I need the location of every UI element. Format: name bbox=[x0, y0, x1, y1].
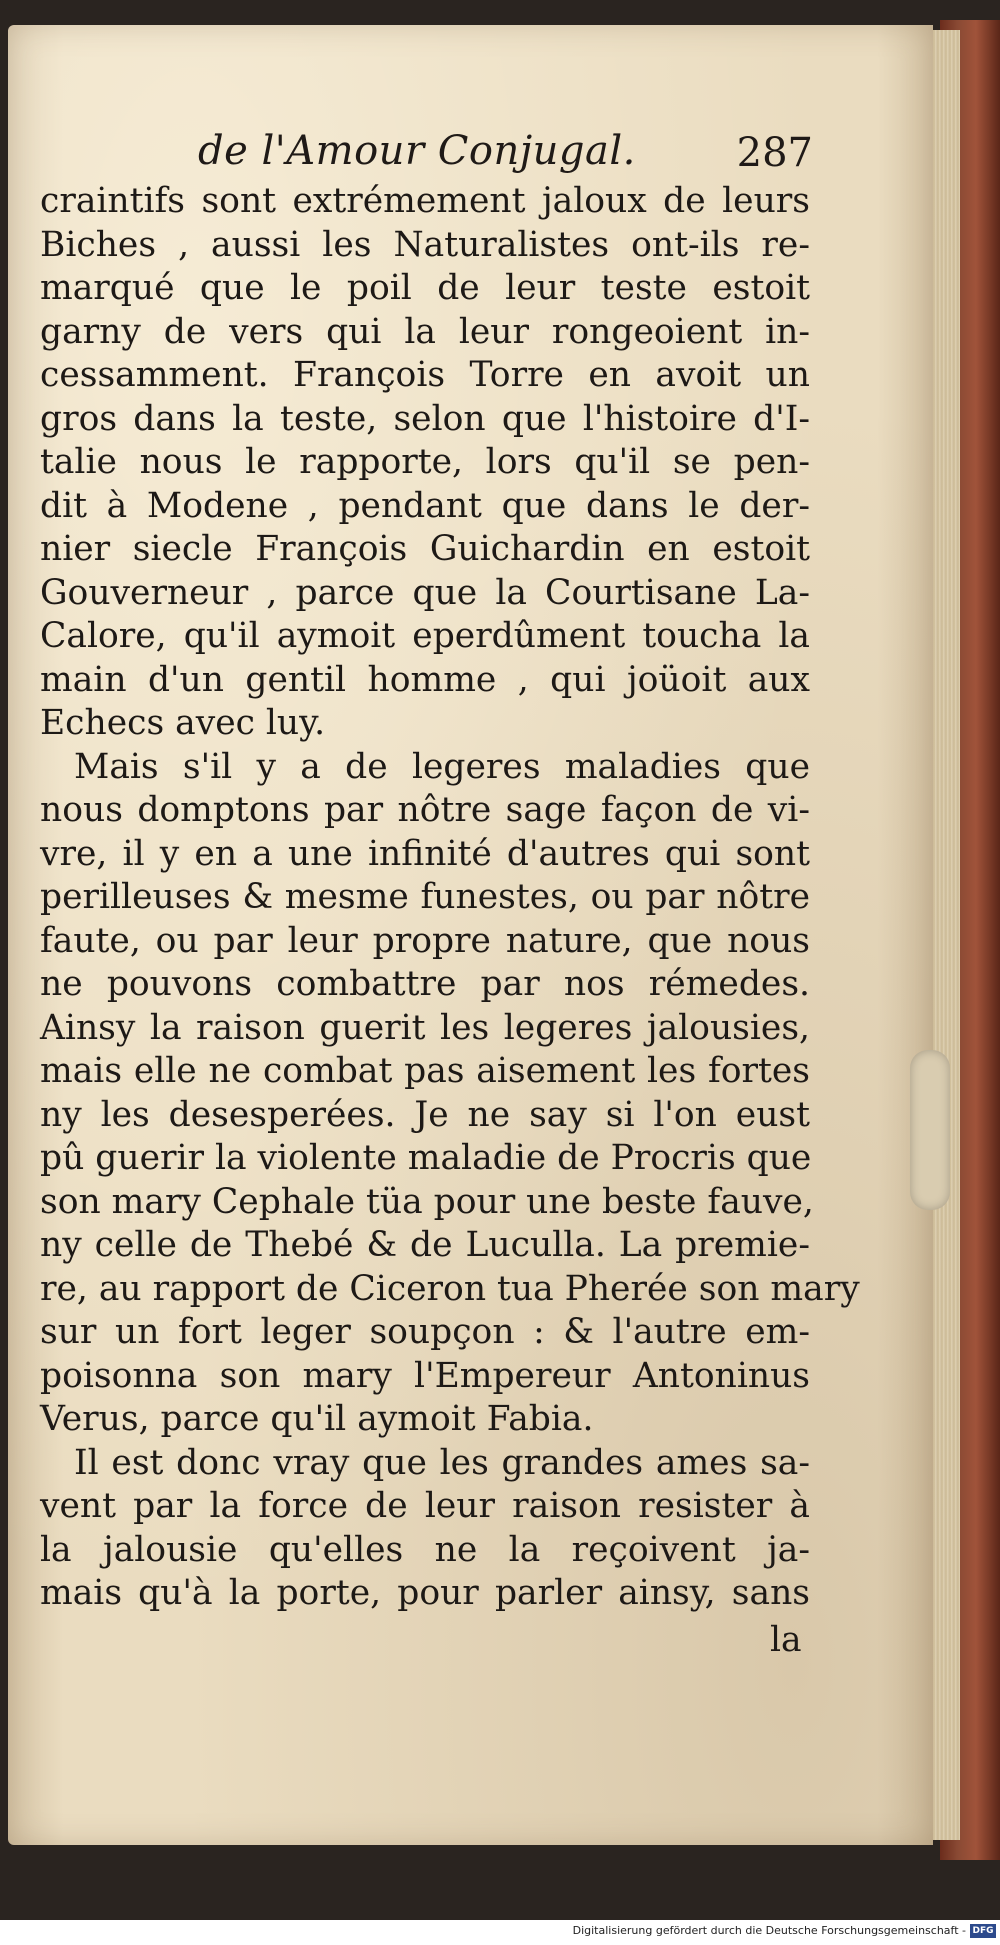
text-line: perilleuses & mesme funestes, ou par nôtre bbox=[40, 877, 810, 917]
text-line: nier siecle François Guichardin en estoit bbox=[40, 529, 810, 569]
text-line: Verus, parce qu'il aymoit Fabia. bbox=[40, 1399, 594, 1439]
text-line: Mais s'il y a de legeres maladies que bbox=[74, 746, 810, 787]
text-line: Ainsy la raison guerit les legeres jalousies, bbox=[40, 1007, 810, 1048]
page-header bbox=[198, 128, 813, 178]
text-line: Echecs avec luy. bbox=[40, 703, 326, 743]
text-line: poisonna son mary l'Empereur Antoninus bbox=[40, 1355, 810, 1396]
text-line: sur un fort leger soupçon : & l'autre em- bbox=[40, 1312, 810, 1352]
footer-bar bbox=[0, 1920, 1000, 1945]
text-line: re, au rapport de Ciceron tua Pherée son mary bbox=[40, 1268, 860, 1309]
text-line: pû guerir la violente maladie de Procris que bbox=[40, 1138, 812, 1178]
text-line: la jalousie qu'elles ne la reçoivent ja- bbox=[40, 1529, 810, 1570]
text-line: Il est donc vray que les grandes ames sa- bbox=[74, 1442, 810, 1483]
dfg-logo: DFG bbox=[970, 1924, 996, 1938]
text-line: ne pouvons combattre par nos rémedes. bbox=[40, 964, 810, 1004]
text-line: Gouverneur , parce que la Courtisane La- bbox=[40, 572, 810, 613]
page-number: 287 bbox=[736, 130, 813, 176]
text-line: son mary Cephale tüa pour une beste fauve, bbox=[40, 1181, 814, 1222]
text-line: ny les desesperées. Je ne say si l'on eust bbox=[40, 1094, 810, 1135]
text-line: dit à Modene , pendant que dans le der- bbox=[40, 485, 810, 526]
text-line: talie nous le rapporte, lors qu'il se pen- bbox=[40, 442, 810, 482]
text-line: gros dans la teste, selon que l'histoire d'I- bbox=[40, 398, 810, 439]
text-line: Calore, qu'il aymoit eperdûment toucha la bbox=[40, 616, 810, 656]
footer-credit: Digitalisierung gefördert durch die Deutsche Forschungsgemeinschaft - bbox=[572, 1924, 966, 1937]
text-line: vent par la force de leur raison resister à bbox=[40, 1486, 810, 1526]
text-line: Biches , aussi les Naturalistes ont-ils re- bbox=[40, 224, 810, 265]
text-line: garny de vers qui la leur rongeoient in- bbox=[40, 311, 810, 352]
text-line: mais elle ne combat pas aisement les fortes bbox=[40, 1051, 810, 1091]
catchword: la bbox=[770, 1620, 802, 1660]
text-line: ny celle de Thebé & de Luculla. La premie- bbox=[40, 1225, 810, 1265]
text-line: craintifs sont extrémement jaloux de leurs bbox=[40, 181, 810, 221]
text-line: faute, ou par leur propre nature, que nous bbox=[40, 920, 810, 961]
text-line: cessamment. François Torre en avoit un bbox=[40, 355, 810, 395]
text-line: main d'un gentil homme , qui joüoit aux bbox=[40, 659, 810, 700]
body-text bbox=[40, 180, 860, 1616]
text-line: mais qu'à la porte, pour parler ainsy, sans bbox=[40, 1573, 810, 1613]
text-line: marqué que le poil de leur teste estoit bbox=[40, 268, 810, 308]
text-line: nous domptons par nôtre sage façon de vi- bbox=[40, 790, 810, 830]
page-clip bbox=[910, 1050, 950, 1210]
text-line: vre, il y en a une infinité d'autres qui sont bbox=[40, 833, 810, 874]
running-head: de l'Amour Conjugal. bbox=[198, 128, 636, 174]
